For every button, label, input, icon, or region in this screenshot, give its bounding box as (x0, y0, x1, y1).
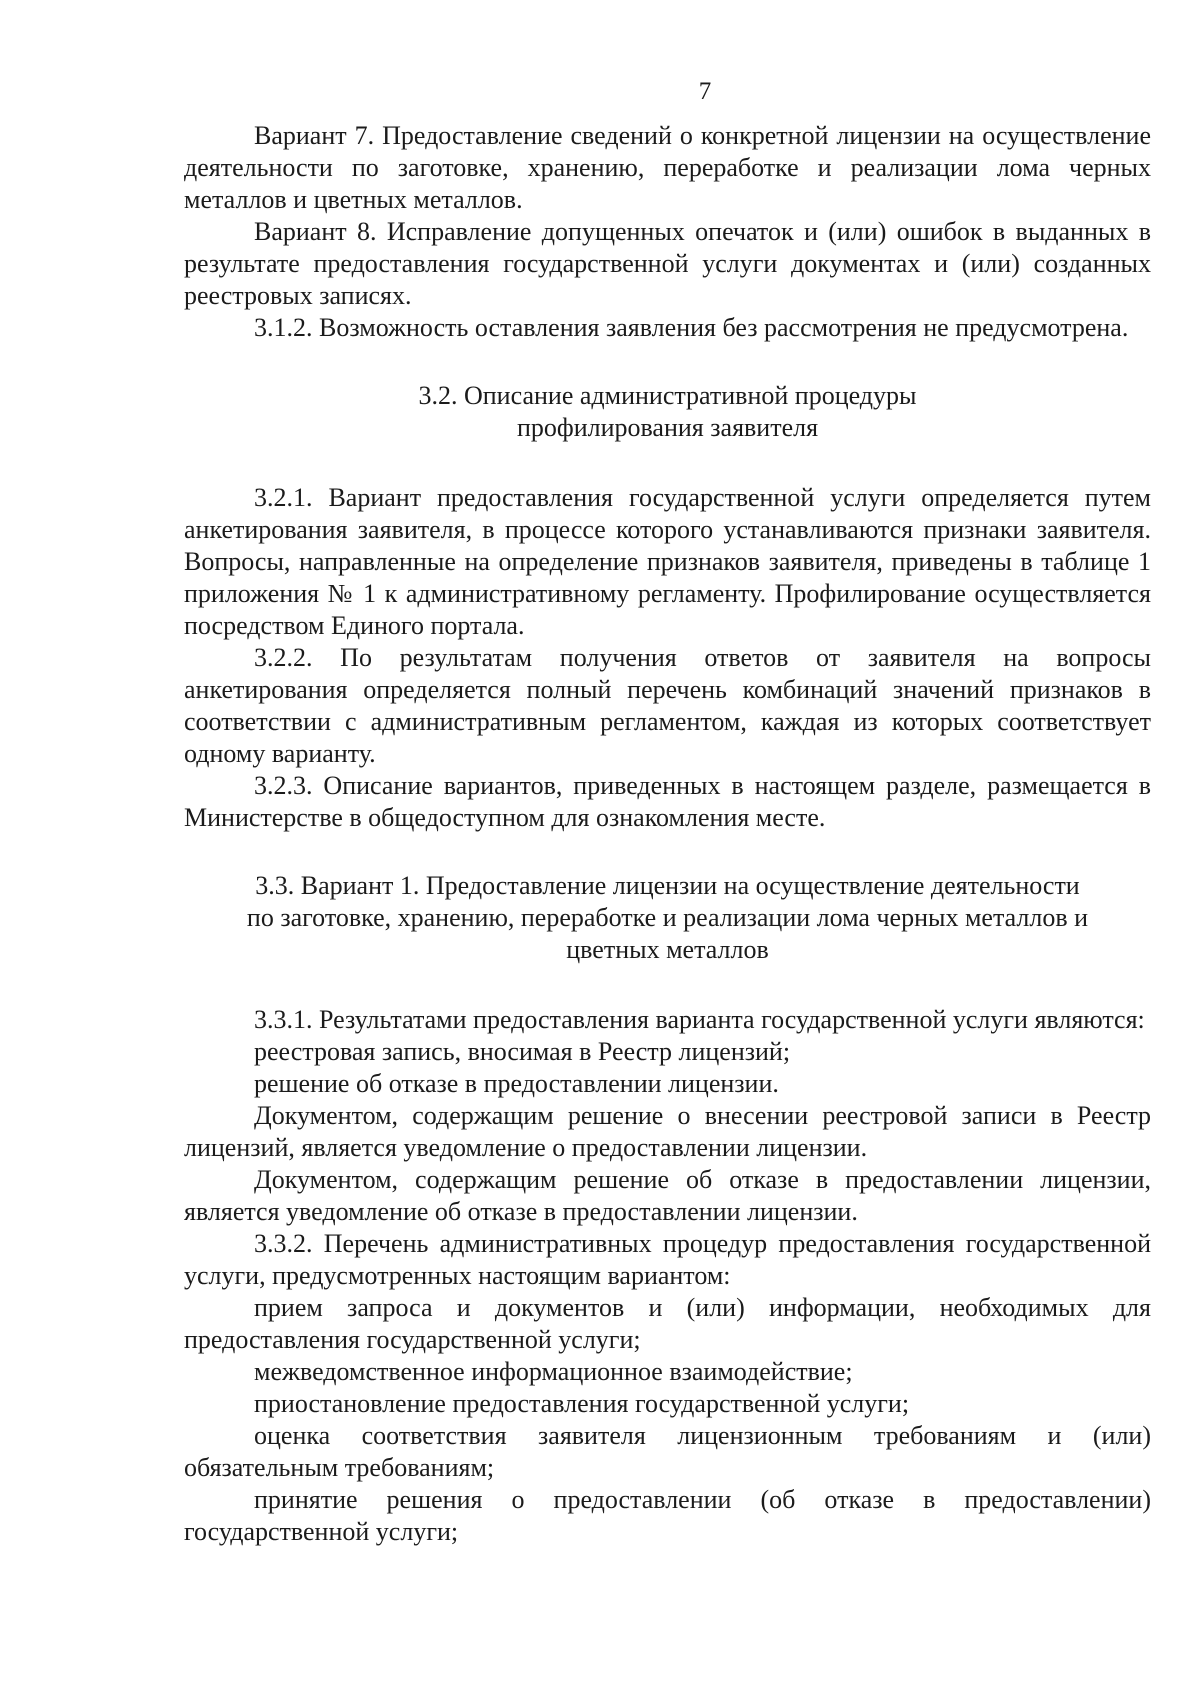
page-content (184, 120, 1151, 1548)
section-heading-3-3 (184, 870, 1151, 966)
paragraph-3-2-1: 3.2.1. Вариант предоставления государственной услуги определяется путем анкетирования заявителя, в процессе которого устанавливаются признаки заявителя. Вопросы, направленные на определение признаков заявителя, приведены в таблице 1 приложения № 1 к административному регламенту. Профилирование осуществляется посредством Единого портала. (184, 483, 1151, 640)
list-item: приостановление предоставления государственной услуги; (254, 1389, 910, 1418)
paragraph-3-3-1: 3.3.1. Результатами предоставления варианта государственной услуги являются: (254, 1005, 1145, 1034)
paragraph-3-2-3: 3.2.3. Описание вариантов, приведенных в настоящем разделе, размещается в Министерстве в общедоступном для ознакомления месте. (184, 771, 1151, 832)
paragraph-document-refusal: Документом, содержащим решение об отказе в предоставлении лицензии, является уведомление об отказе в предоставлении лицензии. (184, 1165, 1151, 1226)
section-heading-3-3-line2: по заготовке, хранению, переработке и реализации лома черных металлов и (246, 903, 1089, 932)
page-number: 7 (698, 78, 712, 105)
paragraph-3-1-2: 3.1.2. Возможность оставления заявления без рассмотрения не предусмотрена. (254, 313, 1129, 342)
section-heading-3-2-line2: профилирования заявителя (516, 413, 819, 442)
list-item: решение об отказе в предоставлении лицензии. (254, 1069, 779, 1098)
list-item: реестровая запись, вносимая в Реестр лицензий; (254, 1037, 791, 1066)
paragraph-3-2-2: 3.2.2. По результатам получения ответов от заявителя на вопросы анкетирования определяется полный перечень комбинаций значений признаков в соответствии с административным регламентом, каждая из которых соответствует одному варианту. (184, 643, 1151, 768)
list-item: прием запроса и документов и (или) информации, необходимых для предоставления государственной услуги; (184, 1293, 1151, 1354)
section-heading-3-3-line3: цветных металлов (566, 935, 769, 964)
section-heading-3-2 (184, 380, 1151, 444)
section-heading-3-3-line1: 3.3. Вариант 1. Предоставление лицензии на осуществление деятельности (255, 871, 1080, 900)
paragraph-variant-8: Вариант 8. Исправление допущенных опечаток и (или) ошибок в выданных в результате предоставления государственной услуги документах и (или) созданных реестровых записях. (184, 217, 1151, 310)
section-heading-3-2-line1: 3.2. Описание административной процедуры (418, 381, 917, 410)
paragraph-document-registry: Документом, содержащим решение о внесении реестровой записи в Реестр лицензий, является уведомление о предоставлении лицензии. (184, 1101, 1151, 1162)
list-item: оценка соответствия заявителя лицензионным требованиям и (или) обязательным требованиям; (184, 1421, 1151, 1482)
paragraph-variant-7: Вариант 7. Предоставление сведений о конкретной лицензии на осуществление деятельности по заготовке, хранению, переработке и реализации лома черных металлов и цветных металлов. (184, 121, 1151, 214)
paragraph-3-3-2: 3.3.2. Перечень административных процедур предоставления государственной услуги, предусмотренных настоящим вариантом: (184, 1229, 1151, 1290)
list-item: межведомственное информационное взаимодействие; (254, 1357, 853, 1386)
list-item: принятие решения о предоставлении (об отказе в предоставлении) государственной услуги; (184, 1485, 1151, 1546)
